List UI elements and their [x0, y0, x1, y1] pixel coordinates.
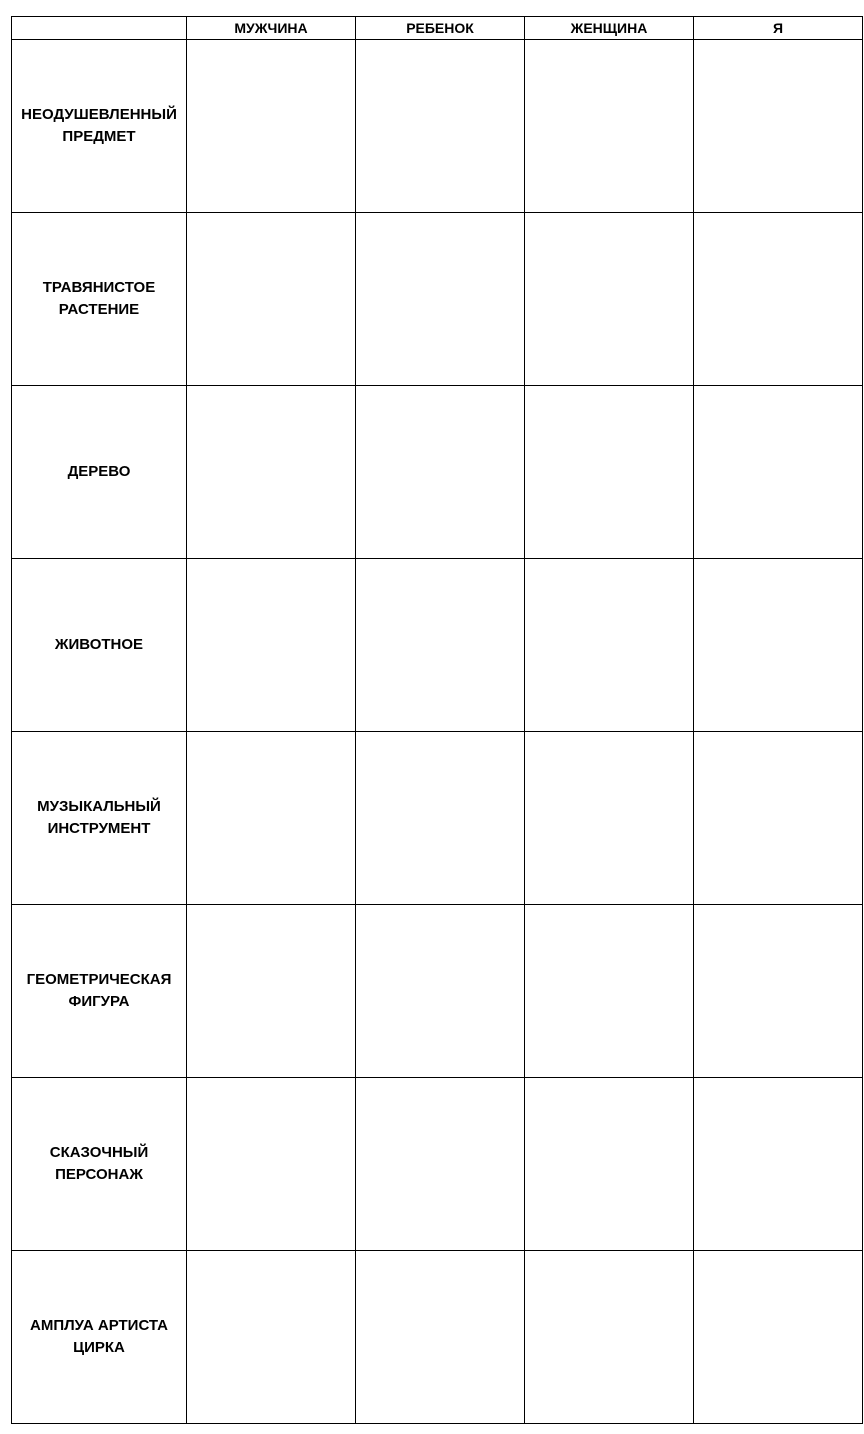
answer-cell[interactable] — [356, 40, 525, 213]
row-label-line: ПЕРСОНАЖ — [55, 1166, 143, 1183]
row-label-line: ЖИВОТНОЕ — [54, 636, 144, 653]
questionnaire-table — [11, 16, 863, 1424]
table-row — [12, 1078, 863, 1251]
answer-cell[interactable] — [694, 559, 863, 732]
answer-cell[interactable] — [356, 1251, 525, 1424]
answer-cell[interactable] — [187, 40, 356, 213]
row-label-line: СКАЗОЧНЫЙ — [49, 1144, 149, 1161]
answer-cell[interactable] — [525, 905, 694, 1078]
answer-cell[interactable] — [187, 386, 356, 559]
answer-cell[interactable] — [694, 732, 863, 905]
row-label-tree — [12, 386, 187, 559]
answer-cell[interactable] — [694, 1251, 863, 1424]
row-label-inanimate-object — [12, 40, 187, 213]
row-label-line: РАСТЕНИЕ — [58, 301, 140, 318]
row-label-line: МУЗЫКАЛЬНЫЙ — [37, 798, 161, 815]
answer-cell[interactable] — [187, 905, 356, 1078]
column-header-child: РЕБЕНОК — [356, 17, 525, 40]
corner-cell — [12, 17, 187, 40]
answer-cell[interactable] — [187, 732, 356, 905]
answer-cell[interactable] — [694, 905, 863, 1078]
column-header-me: Я — [694, 17, 863, 40]
table-row — [12, 732, 863, 905]
column-header-woman: ЖЕНЩИНА — [525, 17, 694, 40]
row-label-fairy-tale-character — [12, 1078, 187, 1251]
answer-cell[interactable] — [356, 905, 525, 1078]
table-row — [12, 213, 863, 386]
row-label-line: ГЕОМЕТРИЧЕСКАЯ — [26, 971, 172, 988]
row-label-line: ИНСТРУМЕНТ — [47, 820, 151, 837]
column-header-man: МУЖЧИНА — [187, 17, 356, 40]
table-row — [12, 559, 863, 732]
row-label-musical-instrument — [12, 732, 187, 905]
table-row — [12, 905, 863, 1078]
table-header — [12, 17, 863, 40]
answer-cell[interactable] — [525, 1251, 694, 1424]
answer-cell[interactable] — [356, 1078, 525, 1251]
row-label-line: АМПЛУА АРТИСТА — [30, 1317, 168, 1334]
answer-cell[interactable] — [187, 1251, 356, 1424]
answer-cell[interactable] — [356, 559, 525, 732]
answer-cell[interactable] — [525, 559, 694, 732]
answer-cell[interactable] — [525, 732, 694, 905]
answer-cell[interactable] — [694, 213, 863, 386]
row-label-circus-artist-role — [12, 1251, 187, 1424]
row-label-line: ДЕРЕВО — [67, 463, 131, 480]
answer-cell[interactable] — [525, 40, 694, 213]
answer-cell[interactable] — [356, 213, 525, 386]
answer-cell[interactable] — [187, 213, 356, 386]
row-label-line: ЦИРКА — [73, 1339, 125, 1356]
table-row — [12, 386, 863, 559]
row-label-line: ФИГУРА — [68, 993, 130, 1010]
answer-cell[interactable] — [187, 1078, 356, 1251]
row-label-geometric-figure — [12, 905, 187, 1078]
answer-cell[interactable] — [356, 386, 525, 559]
answer-cell[interactable] — [525, 1078, 694, 1251]
header-row — [12, 17, 863, 40]
answer-cell[interactable] — [187, 559, 356, 732]
row-label-line: НЕОДУШЕВЛЕННЫЙ — [21, 106, 177, 123]
answer-cell[interactable] — [694, 1078, 863, 1251]
answer-cell[interactable] — [694, 40, 863, 213]
row-label-animal — [12, 559, 187, 732]
table-body — [12, 40, 863, 1424]
row-label-line: ТРАВЯНИСТОЕ — [42, 279, 156, 296]
answer-cell[interactable] — [525, 213, 694, 386]
table-row — [12, 1251, 863, 1424]
table-row — [12, 40, 863, 213]
answer-cell[interactable] — [525, 386, 694, 559]
row-label-herbaceous-plant — [12, 213, 187, 386]
row-label-line: ПРЕДМЕТ — [62, 128, 136, 145]
answer-cell[interactable] — [356, 732, 525, 905]
answer-cell[interactable] — [694, 386, 863, 559]
